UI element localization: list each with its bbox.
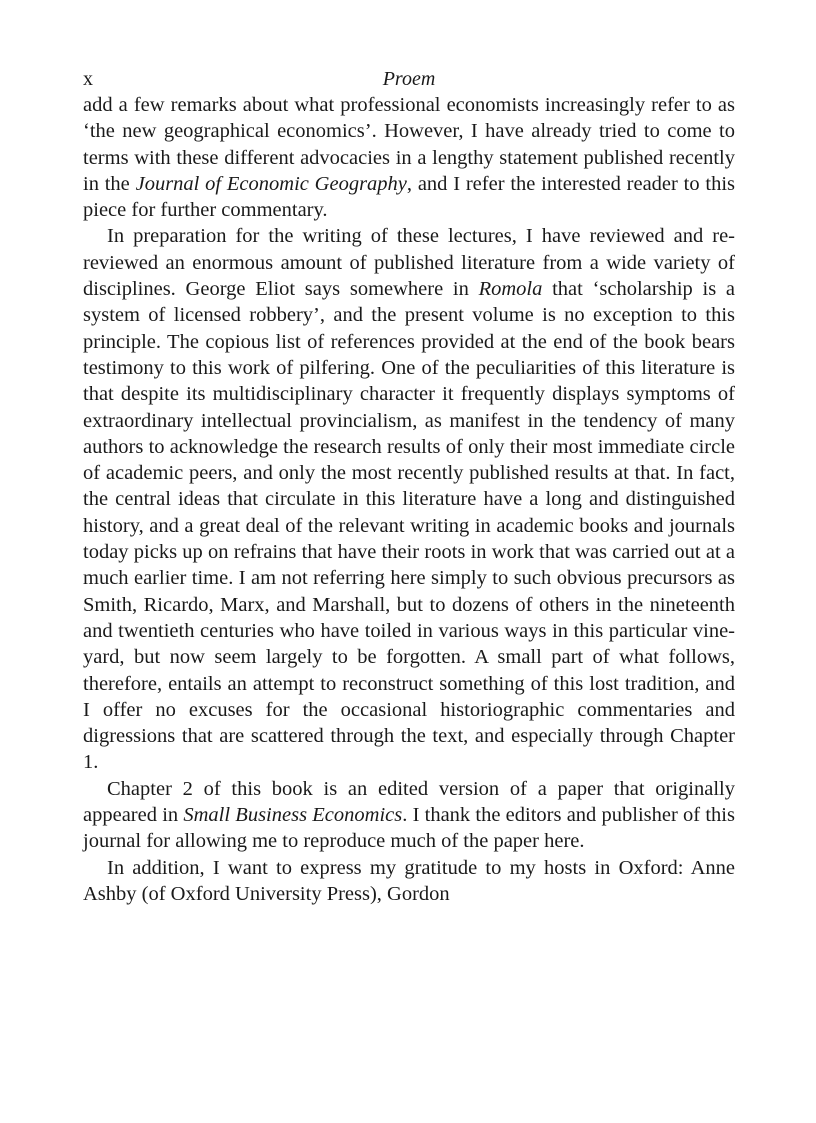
text-run: In preparation for the writing of these lectures, I have reviewed and re-reviewed an enormous amount of published literature from a wide variety of disciplines. George Eliot says somewhere in [83,225,735,301]
text-run: that ‘scholarship is a system of licensed robbery’, and the present volume is no exception to this principle. The copious list of references provided at the end of the book bears testimony to this work of pilfering. One of the peculiarities of this literature is that despite its multidisciplinary character it frequently displays symptoms of extraordinary intellectual provincialism, as manifest in the tendency of many authors to acknowledge the research results of only their most immediate circle of academic peers, and only the most recently published results at that. In fact, the central ideas that circulate in this literature have a long and distinguished history, and a great deal of the relevant writing in academic books and journals today picks up on refrains that have their roots in work that was carried out at a much earlier time. I am not referring here simply to such obvious precursors as Smith, Ricardo, Marx, and Marshall, but to dozens of others in the nineteenth and twentieth centuries who have toiled in various ways in this particular vineyard, but now seem largely to be forgotten. A small part of what follows, therefore, entails an attempt to reconstruct something of this lost tradition, and I offer no excuses for the occasional historiographic commentaries and digressions that are scattered through the text, and especially through Chapter 1. [83,278,735,774]
text-run: , and I refer the interested reader to this piece for further commentary. [83,172,735,222]
paragraph [83,223,735,775]
italic-title: Small Business Economics [183,804,403,827]
book-page [83,66,735,907]
running-head [83,66,735,92]
page-number: x [83,68,93,90]
text-run: add a few remarks about what professional economists increasingly refer to as ‘the new geographical economics’. However, I have already tried to come to terms with these different advocacies in a lengthy statement published recently in the [83,94,735,195]
body-text [83,92,735,907]
running-title: Proem [382,68,436,90]
italic-title: Romola [478,278,543,301]
paragraph [83,776,735,855]
text-run: . I thank the editors and publisher of this journal for allowing me to reproduce much of the paper here. [83,804,735,853]
italic-title: Journal of Economic Geography [135,172,407,195]
paragraph [83,92,735,223]
text-run: In addition, I want to express my gratitude to my hosts in Oxford: Anne Ashby (of Oxford University Press), Gordon [83,856,735,905]
text-run: Chapter 2 of this book is an edited version of a paper that originally appeared in [83,777,735,827]
paragraph [83,855,735,908]
